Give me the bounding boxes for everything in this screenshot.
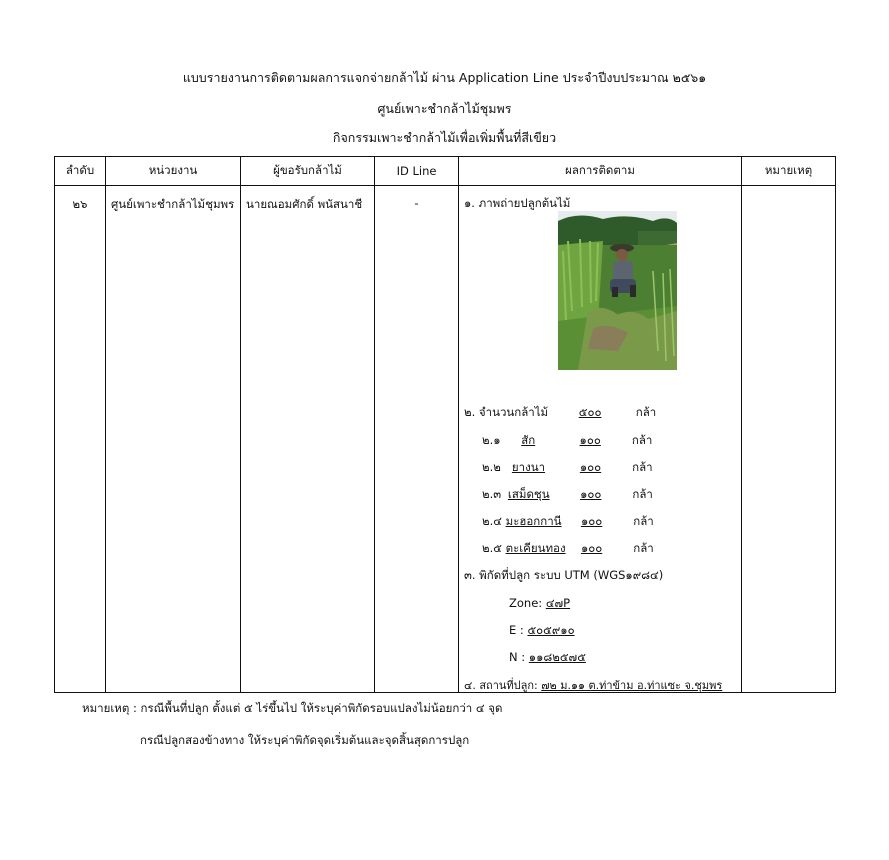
species-qty: ๑๐๐ <box>580 514 603 528</box>
species-qty: ๑๐๐ <box>580 487 602 501</box>
species-line-3 <box>482 486 653 504</box>
photo-label: ๑. ภาพถ่ายปลูกต้นไม้ <box>464 196 571 210</box>
location-value: ๗๒ ม.๑๑ ต.ท่าข้าม อ.ท่าแซะ จ.ชุมพร <box>541 679 723 692</box>
seedling-total-line <box>464 404 656 422</box>
species-no: ๒.๕ <box>482 541 502 555</box>
row-agency: ศูนย์เพาะชำกล้าไม้ชุมพร <box>111 197 235 211</box>
cell-agency <box>106 186 241 693</box>
cell-no <box>55 186 106 693</box>
species-name: ตะเคียนทอง <box>505 541 566 555</box>
zone-value: ๔๗P <box>545 596 571 610</box>
cell-id-line <box>375 186 459 693</box>
seedling-total-value: ๕๐๐ <box>578 405 602 419</box>
species-no: ๒.๔ <box>482 514 502 528</box>
planting-photo <box>558 211 677 370</box>
col-header-recipient: ผู้ขอรับกล้าไม้ <box>241 157 375 186</box>
northing-value: ๑๑๘๒๕๗๕ <box>528 650 586 664</box>
species-no: ๒.๑ <box>482 433 501 447</box>
species-unit: กล้า <box>631 433 653 447</box>
species-unit: กล้า <box>633 541 654 555</box>
species-line-2 <box>482 459 653 477</box>
species-name: ยางนา <box>511 460 546 474</box>
northing-line <box>509 649 629 667</box>
planting-photo-image <box>558 211 677 370</box>
cell-remark <box>742 186 836 693</box>
species-line-1 <box>482 432 652 450</box>
col-header-id-line: ID Line <box>375 157 459 186</box>
species-qty: ๑๐๐ <box>579 460 602 474</box>
cell-result <box>459 186 742 693</box>
col-header-remark: หมายเหตุ <box>742 157 836 186</box>
col-header-result: ผลการติดตาม <box>459 157 742 186</box>
note-line-1: หมายเหตุ : กรณีพื้นที่ปลูก ตั้งแต่ ๕ ไร่ขึ้นไป ให้ระบุค่าพิกัดรอบแปลงไม่น้อยกว่า ๔ จุด <box>82 701 503 715</box>
seedling-total-label: ๒. จำนวนกล้าไม้ <box>464 405 549 419</box>
species-no: ๒.๒ <box>482 460 501 474</box>
center-name: ศูนย์เพาะชำกล้าไม้ชุมพร <box>377 101 512 116</box>
result-content <box>459 186 741 692</box>
cell-recipient <box>241 186 375 693</box>
northing-label: N : <box>509 650 526 664</box>
species-qty: ๑๐๐ <box>580 541 603 555</box>
species-qty: ๑๐๐ <box>579 433 601 447</box>
species-unit: กล้า <box>632 487 653 501</box>
easting-label: E : <box>509 623 524 637</box>
easting-value: ๕๐๕๙๑๐ <box>527 623 575 637</box>
row-remark <box>742 186 835 196</box>
zone-line <box>509 595 644 613</box>
species-name: เสม็ดชุน <box>507 487 550 501</box>
coordinate-label: ๓. พิกัดที่ปลูก ระบบ UTM (WGS๑๙๘๔) <box>464 568 664 582</box>
row-id-line: - <box>414 196 419 210</box>
col-header-agency: หน่วยงาน <box>106 157 241 186</box>
seedling-total-unit: กล้า <box>635 405 657 419</box>
species-line-5 <box>482 540 654 558</box>
species-name: สัก <box>521 433 536 447</box>
report-table <box>54 156 836 693</box>
location-line <box>464 676 722 694</box>
location-label: ๔. สถานที่ปลูก: <box>464 679 538 692</box>
table-row <box>55 186 836 693</box>
species-no: ๒.๓ <box>482 487 502 501</box>
table-header-row <box>55 157 836 186</box>
row-number: ๒๖ <box>72 197 88 211</box>
species-line-4 <box>482 513 654 531</box>
species-name: มะฮอกกานี <box>505 514 562 528</box>
species-unit: กล้า <box>633 514 654 528</box>
easting-line <box>509 622 627 640</box>
note-line-2: กรณีปลูกสองข้างทาง ให้ระบุค่าพิกัดจุดเริ่มต้นและจุดสิ้นสุดการปลูก <box>140 733 470 747</box>
col-header-no: ลำดับ <box>55 157 106 186</box>
zone-label: Zone: <box>509 596 543 610</box>
report-title: แบบรายงานการติดตามผลการแจกจ่ายกล้าไม้ ผ่าน Application Line ประจำปีงบประมาณ ๒๕๖๑ <box>182 70 707 85</box>
row-recipient: นายณอมศักดิ์ พนัสนาชี <box>246 197 363 211</box>
activity-name: กิจกรรมเพาะชำกล้าไม้เพื่อเพิ่มพื้นที่สีเขียว <box>332 130 557 145</box>
species-unit: กล้า <box>632 460 653 474</box>
